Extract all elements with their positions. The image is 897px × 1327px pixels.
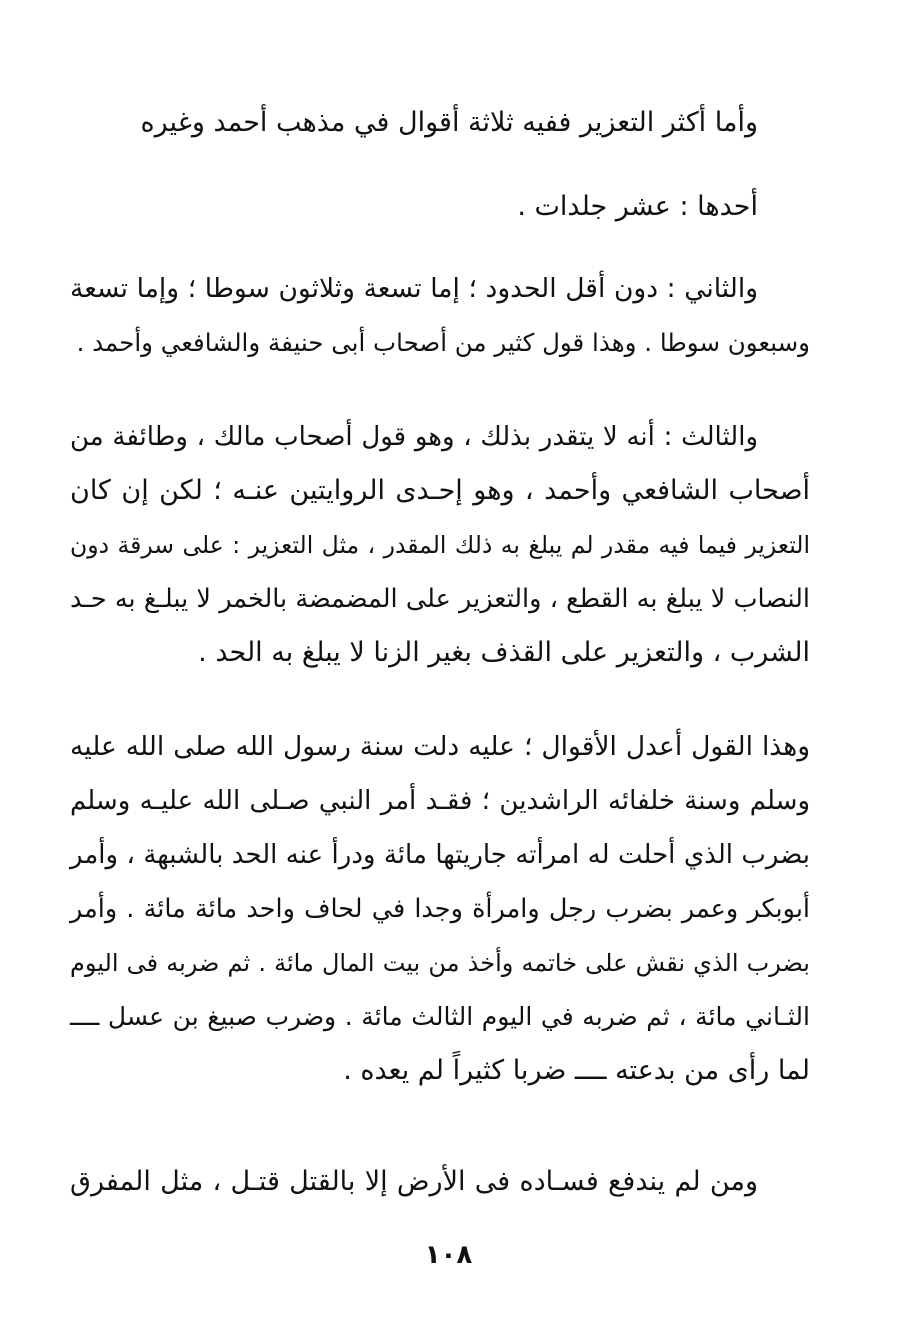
text-line: والثاني : دون أقل الحدود ؛ إما تسعة وثلاثون سوطا ؛ وإما تسعة [70, 273, 758, 304]
text-line: التعزير فيما فيه مقدر لم يبلغ به ذلك المقدر ، مثل التعزير : على سرقة دون [70, 531, 810, 559]
paragraph-third-opinion [70, 410, 810, 680]
text-line: وسبعون سوطا . وهذا قول كثير من أصحاب أبى حنيفة والشافعي وأحمد . [76, 328, 810, 357]
text-line: الثـاني مائة ، ثم ضربه في اليوم الثالث مائة . وضرب صبيغ بن عسل ــــ [70, 1002, 810, 1031]
text-line: وأما أكثر التعزير ففيه ثلاثة أقوال في مذهب أحمد وغيره [140, 107, 758, 138]
paragraph-intro [70, 96, 810, 150]
paragraph-second-opinion [70, 262, 810, 370]
text-line: النصاب لا يبلغ به القطع ، والتعزير على المضمضة بالخمر لا يبلـغ به حـد [70, 584, 810, 614]
text-line: ومن لم يندفع فسـاده فى الأرض إلا بالقتل قتـل ، مثل المفرق [70, 1166, 758, 1197]
text-line: بضرب الذي نقش على خاتمه وأخذ من بيت المال مائة . ثم ضربه فى اليوم [70, 949, 810, 977]
text-line: أبوبكر وعمر بضرب رجل وامرأة وجدا في لحاف واحد مائة مائة . وأمر [70, 894, 810, 924]
paragraph-first-opinion [70, 180, 810, 234]
paragraph-closing [70, 1155, 810, 1209]
text-line: وسلم وسنة خلفائه الراشدين ؛ فقـد أمر النبي صـلى الله عليـه وسلم [70, 786, 810, 816]
text-line: لما رأى من بدعته ــــ ضربا كثيراً لم يعده . [343, 1055, 810, 1086]
text-line: والثالث : أنه لا يتقدر بذلك ، وهو قول أصحاب مالك ، وطائفة من [70, 422, 758, 452]
paragraph-most-just-opinion [70, 720, 810, 1098]
page-number: ١٠٨ [424, 1240, 473, 1270]
text-line: بضرب الذي أحلت له امرأته جاريتها مائة ودرأ عنه الحد بالشبهة ، وأمر [70, 840, 810, 870]
text-line: وهذا القول أعدل الأقوال ؛ عليه دلت سنة رسول الله صلى الله عليه [70, 731, 810, 762]
text-line: الشرب ، والتعزير على القذف بغير الزنا لا يبلغ به الحد . [198, 637, 810, 668]
text-line: أصحاب الشافعي وأحمد ، وهو إحـدى الروايتين عنـه ؛ لكن إن كان [70, 475, 810, 506]
text-line: أحدها : عشر جلدات . [517, 191, 758, 222]
